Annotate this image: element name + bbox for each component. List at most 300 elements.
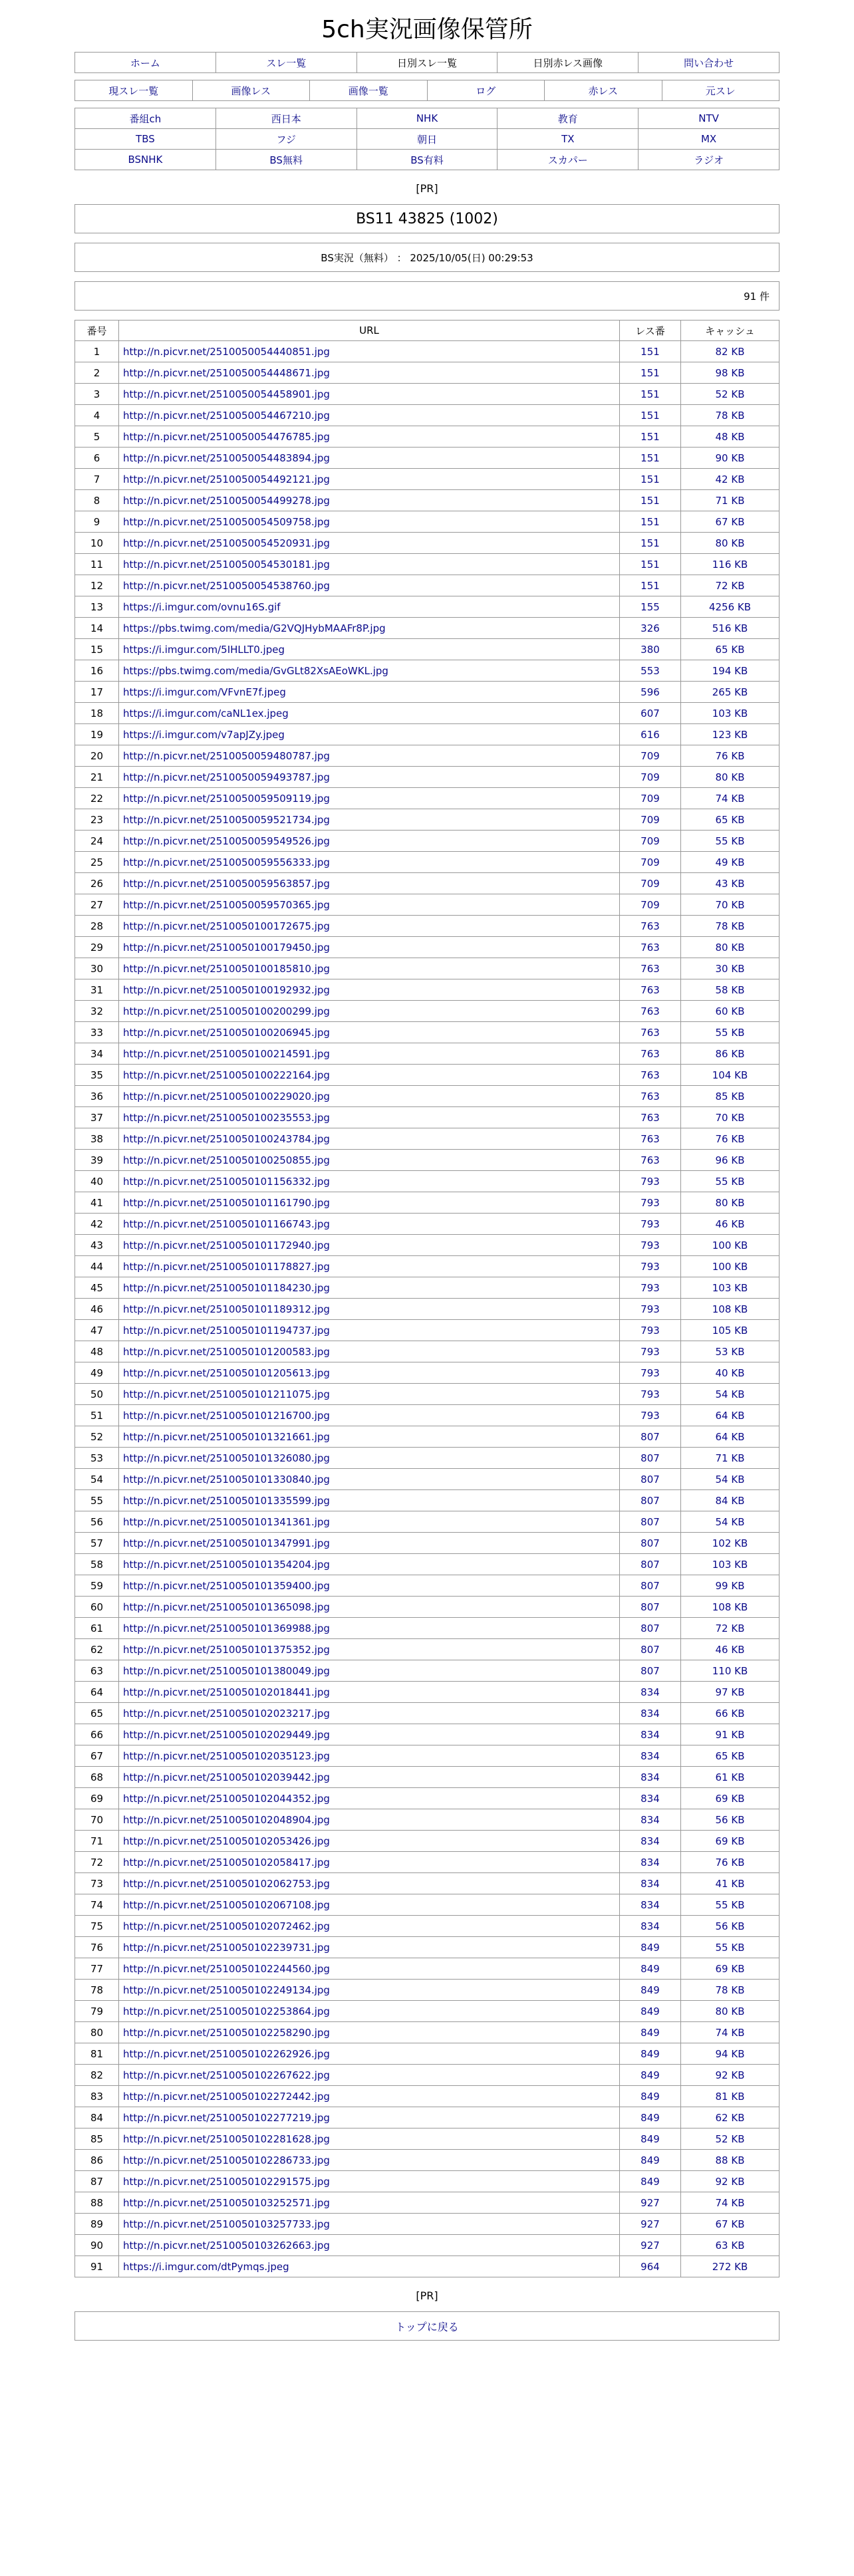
main-nav-item[interactable]: スレ一覧	[266, 57, 307, 69]
cache-size-link[interactable]: 67 KB	[715, 515, 745, 528]
image-url-link[interactable]: http://n.picvr.net/2510050101330840.jpg	[123, 1473, 330, 1485]
image-url-link[interactable]: http://n.picvr.net/2510050102262926.jpg	[123, 2047, 330, 2060]
res-number-link[interactable]: 709	[640, 792, 660, 805]
image-url-link[interactable]: http://n.picvr.net/2510050101189312.jpg	[123, 1303, 330, 1315]
cache-size-link[interactable]: 110 KB	[712, 1664, 748, 1677]
image-url-link[interactable]: http://n.picvr.net/2510050102067108.jpg	[123, 1898, 330, 1911]
image-url-link[interactable]: http://n.picvr.net/2510050102018441.jpg	[123, 1686, 330, 1698]
board-link[interactable]: TX	[561, 133, 575, 145]
cache-size-link[interactable]: 88 KB	[715, 2154, 745, 2166]
res-number-link[interactable]: 151	[640, 515, 660, 528]
image-url-link[interactable]: http://n.picvr.net/2510050100192932.jpg	[123, 983, 330, 996]
cache-size-link[interactable]: 94 KB	[715, 2047, 745, 2060]
res-number-link[interactable]: 807	[640, 1558, 660, 1571]
cache-size-link[interactable]: 58 KB	[715, 983, 745, 996]
cache-size-link[interactable]: 69 KB	[715, 1962, 745, 1975]
cache-size-link[interactable]: 52 KB	[715, 2132, 745, 2145]
image-url-link[interactable]: https://pbs.twimg.com/media/G2VQJHybMAAFr8P.jpg	[123, 622, 386, 634]
res-number-link[interactable]: 807	[640, 1430, 660, 1443]
row-url-cell	[119, 682, 620, 703]
image-url-link[interactable]: http://n.picvr.net/2510050102281628.jpg	[123, 2132, 330, 2145]
image-url-link[interactable]: http://n.picvr.net/2510050102029449.jpg	[123, 1728, 330, 1741]
cache-size-link[interactable]: 99 KB	[715, 1579, 745, 1592]
cache-size-link[interactable]: 65 KB	[715, 813, 745, 826]
image-url-link[interactable]: http://n.picvr.net/2510050054483894.jpg	[123, 451, 330, 464]
image-url-link[interactable]: http://n.picvr.net/2510050102058417.jpg	[123, 1856, 330, 1868]
image-url-link[interactable]: http://n.picvr.net/2510050103252571.jpg	[123, 2196, 330, 2209]
res-number-link[interactable]: 793	[640, 1260, 660, 1273]
res-number-link[interactable]: 849	[640, 2154, 660, 2166]
cache-size-link[interactable]: 70 KB	[715, 1111, 745, 1124]
res-number-link[interactable]: 763	[640, 1047, 660, 1060]
res-number-link[interactable]: 709	[640, 835, 660, 847]
cache-size-link[interactable]: 102 KB	[712, 1537, 748, 1549]
image-url-link[interactable]: http://n.picvr.net/2510050101321661.jpg	[123, 1430, 330, 1443]
res-number-link[interactable]: 849	[640, 1941, 660, 1954]
cache-size-link[interactable]: 54 KB	[715, 1388, 745, 1400]
cache-size-link[interactable]: 72 KB	[715, 1622, 745, 1634]
image-url-link[interactable]: http://n.picvr.net/2510050101341361.jpg	[123, 1515, 330, 1528]
res-number-link[interactable]: 763	[640, 1154, 660, 1166]
cache-size-link[interactable]: 63 KB	[715, 2239, 745, 2252]
image-url-link[interactable]: http://n.picvr.net/2510050054538760.jpg	[123, 579, 330, 592]
res-number-link[interactable]: 763	[640, 962, 660, 975]
res-number-link[interactable]: 326	[640, 622, 660, 634]
res-number-link[interactable]: 155	[640, 600, 660, 613]
sub-nav-item[interactable]: ログ	[476, 84, 496, 97]
res-number-link[interactable]: 793	[640, 1345, 660, 1358]
cache-size-link[interactable]: 52 KB	[715, 388, 745, 400]
cache-size-link[interactable]: 67 KB	[715, 2218, 745, 2230]
res-number-link[interactable]: 834	[640, 1898, 660, 1911]
res-number-link[interactable]: 709	[640, 813, 660, 826]
res-number-link[interactable]: 849	[640, 1984, 660, 1996]
board-link[interactable]: MX	[700, 133, 717, 145]
image-url-link[interactable]: http://n.picvr.net/2510050101347991.jpg	[123, 1537, 330, 1549]
cache-size-link[interactable]: 46 KB	[715, 1643, 745, 1656]
res-number-link[interactable]: 793	[640, 1239, 660, 1251]
image-url-link[interactable]: http://n.picvr.net/2510050100185810.jpg	[123, 962, 330, 975]
board-link[interactable]: BSNHK	[128, 154, 163, 166]
sub-nav-item[interactable]: 赤レス	[588, 84, 619, 97]
image-url-link[interactable]: http://n.picvr.net/2510050100206945.jpg	[123, 1026, 330, 1039]
board-link[interactable]: BS有料	[410, 154, 444, 166]
image-url-link[interactable]: http://n.picvr.net/2510050100179450.jpg	[123, 941, 330, 954]
res-number-link[interactable]: 807	[640, 1622, 660, 1634]
image-url-link[interactable]: http://n.picvr.net/2510050059549526.jpg	[123, 835, 330, 847]
image-url-link[interactable]: http://n.picvr.net/2510050103262663.jpg	[123, 2239, 330, 2252]
image-url-link[interactable]: http://n.picvr.net/2510050100229020.jpg	[123, 1090, 330, 1102]
cache-size-link[interactable]: 72 KB	[715, 579, 745, 592]
image-url-link[interactable]: https://i.imgur.com/ovnu16S.gif	[123, 600, 281, 613]
res-number-link[interactable]: 151	[640, 579, 660, 592]
cache-size-link[interactable]: 41 KB	[715, 1877, 745, 1890]
cache-size-link[interactable]: 71 KB	[715, 494, 745, 507]
board-link[interactable]: TBS	[136, 133, 155, 145]
cache-size-link[interactable]: 80 KB	[715, 2005, 745, 2017]
cache-size-link[interactable]: 103 KB	[712, 1281, 748, 1294]
res-number-link[interactable]: 927	[640, 2218, 660, 2230]
cache-size-link[interactable]: 76 KB	[715, 1132, 745, 1145]
cache-size-link[interactable]: 97 KB	[715, 1686, 745, 1698]
image-url-link[interactable]: http://n.picvr.net/2510050054509758.jpg	[123, 515, 330, 528]
cache-size-link[interactable]: 272 KB	[712, 2260, 748, 2273]
res-number-link[interactable]: 849	[640, 2090, 660, 2103]
image-url-link[interactable]: http://n.picvr.net/2510050102258290.jpg	[123, 2026, 330, 2039]
cache-size-link[interactable]: 74 KB	[715, 792, 745, 805]
image-url-link[interactable]: http://n.picvr.net/2510050102277219.jpg	[123, 2111, 330, 2124]
res-number-link[interactable]: 709	[640, 877, 660, 890]
row-url-cell	[119, 1788, 620, 1809]
cache-size-link[interactable]: 91 KB	[715, 1728, 745, 1741]
res-number-link[interactable]: 151	[640, 494, 660, 507]
board-link[interactable]: 番組ch	[129, 112, 162, 125]
board-link[interactable]: スカパー	[547, 154, 588, 166]
image-url-link[interactable]: http://n.picvr.net/2510050102239731.jpg	[123, 1941, 330, 1954]
cache-size-link[interactable]: 64 KB	[715, 1430, 745, 1443]
res-number-link[interactable]: 607	[640, 707, 660, 719]
cache-size-link[interactable]: 104 KB	[712, 1069, 748, 1081]
image-url-link[interactable]: http://n.picvr.net/2510050102023217.jpg	[123, 1707, 330, 1720]
res-number-link[interactable]: 834	[640, 1792, 660, 1805]
res-number-link[interactable]: 793	[640, 1175, 660, 1188]
image-url-link[interactable]: http://n.picvr.net/2510050102272442.jpg	[123, 2090, 330, 2103]
res-number-link[interactable]: 763	[640, 920, 660, 932]
image-url-link[interactable]: http://n.picvr.net/2510050101369988.jpg	[123, 1622, 330, 1634]
image-url-link[interactable]: http://n.picvr.net/2510050102291575.jpg	[123, 2175, 330, 2188]
image-url-link[interactable]: http://n.picvr.net/2510050102048904.jpg	[123, 1813, 330, 1826]
image-url-link[interactable]: https://i.imgur.com/dtPymqs.jpeg	[123, 2260, 289, 2273]
res-number-link[interactable]: 849	[640, 2069, 660, 2081]
image-url-link[interactable]: http://n.picvr.net/2510050101380049.jpg	[123, 1664, 330, 1677]
image-url-link[interactable]: http://n.picvr.net/2510050100172675.jpg	[123, 920, 330, 932]
cache-size-link[interactable]: 49 KB	[715, 856, 745, 868]
res-number-link[interactable]: 151	[640, 366, 660, 379]
cache-size-link[interactable]: 74 KB	[715, 2196, 745, 2209]
cache-size-link[interactable]: 76 KB	[715, 1856, 745, 1868]
cache-size-link[interactable]: 90 KB	[715, 451, 745, 464]
cache-size-link[interactable]: 516 KB	[712, 622, 748, 634]
res-number-link[interactable]: 763	[640, 941, 660, 954]
image-url-link[interactable]: http://n.picvr.net/2510050101359400.jpg	[123, 1579, 330, 1592]
image-url-link[interactable]: http://n.picvr.net/2510050054530181.jpg	[123, 558, 330, 571]
cache-size-link[interactable]: 61 KB	[715, 1771, 745, 1783]
res-number-link[interactable]: 834	[640, 1771, 660, 1783]
res-number-link[interactable]: 834	[640, 1728, 660, 1741]
image-url-link[interactable]: http://n.picvr.net/2510050059556333.jpg	[123, 856, 330, 868]
cache-size-link[interactable]: 55 KB	[715, 1175, 745, 1188]
res-number-link[interactable]: 927	[640, 2196, 660, 2209]
image-url-link[interactable]: http://n.picvr.net/2510050100214591.jpg	[123, 1047, 330, 1060]
cache-size-link[interactable]: 92 KB	[715, 2175, 745, 2188]
cache-size-link[interactable]: 60 KB	[715, 1005, 745, 1017]
cache-size-link[interactable]: 103 KB	[712, 707, 748, 719]
cache-size-link[interactable]: 92 KB	[715, 2069, 745, 2081]
cache-size-link[interactable]: 86 KB	[715, 1047, 745, 1060]
image-url-link[interactable]: http://n.picvr.net/2510050054492121.jpg	[123, 473, 330, 485]
res-number-link[interactable]: 834	[640, 1749, 660, 1762]
image-url-link[interactable]: http://n.picvr.net/2510050102035123.jpg	[123, 1749, 330, 1762]
cache-size-link[interactable]: 103 KB	[712, 1558, 748, 1571]
cache-size-link[interactable]: 4256 KB	[708, 600, 752, 613]
cache-size-link[interactable]: 80 KB	[715, 941, 745, 954]
sub-nav-item[interactable]: 画像一覧	[348, 84, 388, 97]
res-number-link[interactable]: 380	[640, 643, 660, 656]
image-url-link[interactable]: http://n.picvr.net/2510050101184230.jpg	[123, 1281, 330, 1294]
image-url-link[interactable]: http://n.picvr.net/2510050059563857.jpg	[123, 877, 330, 890]
cache-size-link[interactable]: 65 KB	[715, 1749, 745, 1762]
cache-size-link[interactable]: 56 KB	[715, 1813, 745, 1826]
cache-size-link[interactable]: 78 KB	[715, 920, 745, 932]
image-url-link[interactable]: http://n.picvr.net/2510050100250855.jpg	[123, 1154, 330, 1166]
res-number-link[interactable]: 709	[640, 898, 660, 911]
image-url-link[interactable]: http://n.picvr.net/2510050103257733.jpg	[123, 2218, 330, 2230]
res-number-link[interactable]: 807	[640, 1664, 660, 1677]
res-number-link[interactable]: 793	[640, 1196, 660, 1209]
image-url-link[interactable]: http://n.picvr.net/2510050054467210.jpg	[123, 409, 330, 422]
cache-size-link[interactable]: 42 KB	[715, 473, 745, 485]
res-number-link[interactable]: 763	[640, 1026, 660, 1039]
res-number-link[interactable]: 151	[640, 388, 660, 400]
res-number-link[interactable]: 763	[640, 1111, 660, 1124]
image-url-link[interactable]: http://n.picvr.net/2510050054440851.jpg	[123, 345, 330, 358]
cache-size-link[interactable]: 55 KB	[715, 1026, 745, 1039]
cache-size-link[interactable]: 69 KB	[715, 1835, 745, 1847]
cache-size-link[interactable]: 40 KB	[715, 1366, 745, 1379]
sub-nav-item[interactable]: 画像レス	[231, 84, 271, 97]
res-number-link[interactable]: 807	[640, 1452, 660, 1464]
res-number-link[interactable]: 151	[640, 345, 660, 358]
res-number-link[interactable]: 834	[640, 1877, 660, 1890]
image-url-link[interactable]: http://n.picvr.net/2510050102267622.jpg	[123, 2069, 330, 2081]
cache-size-link[interactable]: 43 KB	[715, 877, 745, 890]
res-number-link[interactable]: 849	[640, 2026, 660, 2039]
cache-size-link[interactable]: 80 KB	[715, 537, 745, 549]
cache-size-link[interactable]: 53 KB	[715, 1345, 745, 1358]
res-number-link[interactable]: 849	[640, 2132, 660, 2145]
image-url-link[interactable]: http://n.picvr.net/2510050102249134.jpg	[123, 1984, 330, 1996]
image-url-link[interactable]: http://n.picvr.net/2510050054458901.jpg	[123, 388, 330, 400]
res-number-link[interactable]: 807	[640, 1579, 660, 1592]
res-number-link[interactable]: 834	[640, 1835, 660, 1847]
image-url-link[interactable]: http://n.picvr.net/2510050100235553.jpg	[123, 1111, 330, 1124]
cache-size-link[interactable]: 74 KB	[715, 2026, 745, 2039]
cache-size-link[interactable]: 100 KB	[712, 1239, 748, 1251]
image-url-link[interactable]: http://n.picvr.net/2510050102286733.jpg	[123, 2154, 330, 2166]
board-link[interactable]: NHK	[416, 112, 438, 124]
res-number-link[interactable]: 807	[640, 1537, 660, 1549]
sub-nav-item[interactable]: 現スレ一覧	[108, 84, 159, 97]
cache-size-link[interactable]: 80 KB	[715, 1196, 745, 1209]
main-nav-item[interactable]: 問い合わせ	[684, 57, 734, 69]
image-url-link[interactable]: http://n.picvr.net/2510050102053426.jpg	[123, 1835, 330, 1847]
res-number-link[interactable]: 793	[640, 1366, 660, 1379]
cache-size-link[interactable]: 116 KB	[712, 558, 748, 571]
image-url-link[interactable]: http://n.picvr.net/2510050100200299.jpg	[123, 1005, 330, 1017]
image-url-link[interactable]: http://n.picvr.net/2510050101216700.jpg	[123, 1409, 330, 1422]
image-url-link[interactable]: http://n.picvr.net/2510050059493787.jpg	[123, 771, 330, 783]
res-number-link[interactable]: 964	[640, 2260, 660, 2273]
cache-size-link[interactable]: 78 KB	[715, 1984, 745, 1996]
cache-size-link[interactable]: 98 KB	[715, 366, 745, 379]
cache-size-link[interactable]: 76 KB	[715, 749, 745, 762]
cache-size-link[interactable]: 55 KB	[715, 835, 745, 847]
cache-size-link[interactable]: 108 KB	[712, 1601, 748, 1613]
cache-size-link[interactable]: 65 KB	[715, 643, 745, 656]
res-number-link[interactable]: 151	[640, 409, 660, 422]
res-number-link[interactable]: 763	[640, 983, 660, 996]
cache-size-link[interactable]: 62 KB	[715, 2111, 745, 2124]
res-number-link[interactable]: 834	[640, 1686, 660, 1698]
image-url-link[interactable]: http://n.picvr.net/2510050101335599.jpg	[123, 1494, 330, 1507]
board-link[interactable]: NTV	[698, 112, 719, 124]
res-number-link[interactable]: 849	[640, 2111, 660, 2124]
cache-size-link[interactable]: 80 KB	[715, 771, 745, 783]
image-url-link[interactable]: http://n.picvr.net/2510050102244560.jpg	[123, 1962, 330, 1975]
cache-size-link[interactable]: 81 KB	[715, 2090, 745, 2103]
image-url-link[interactable]: https://i.imgur.com/caNL1ex.jpeg	[123, 707, 289, 719]
cache-size-link[interactable]: 84 KB	[715, 1494, 745, 1507]
cache-size-link[interactable]: 85 KB	[715, 1090, 745, 1102]
image-url-link[interactable]: http://n.picvr.net/2510050102072462.jpg	[123, 1920, 330, 1932]
image-url-link[interactable]: http://n.picvr.net/2510050101354204.jpg	[123, 1558, 330, 1571]
image-url-link[interactable]: http://n.picvr.net/2510050101375352.jpg	[123, 1643, 330, 1656]
board-link[interactable]: 教育	[557, 112, 578, 125]
cache-size-link[interactable]: 82 KB	[715, 345, 745, 358]
res-number-link[interactable]: 807	[640, 1601, 660, 1613]
cache-size-link[interactable]: 70 KB	[715, 898, 745, 911]
res-number-link[interactable]: 151	[640, 537, 660, 549]
res-number-link[interactable]: 834	[640, 1920, 660, 1932]
image-url-link[interactable]: http://n.picvr.net/2510050054520931.jpg	[123, 537, 330, 549]
image-url-link[interactable]: http://n.picvr.net/2510050101161790.jpg	[123, 1196, 330, 1209]
image-url-link[interactable]: http://n.picvr.net/2510050101156332.jpg	[123, 1175, 330, 1188]
res-number-link[interactable]: 763	[640, 1005, 660, 1017]
cache-size-link[interactable]: 100 KB	[712, 1260, 748, 1273]
res-number-link[interactable]: 793	[640, 1218, 660, 1230]
cache-size-link[interactable]: 54 KB	[715, 1473, 745, 1485]
image-url-link[interactable]: http://n.picvr.net/2510050059570365.jpg	[123, 898, 330, 911]
res-number-link[interactable]: 807	[640, 1515, 660, 1528]
image-url-link[interactable]: http://n.picvr.net/2510050102044352.jpg	[123, 1792, 330, 1805]
image-url-link[interactable]: http://n.picvr.net/2510050054476785.jpg	[123, 430, 330, 443]
board-link[interactable]: 西日本	[271, 112, 301, 125]
image-url-link[interactable]: http://n.picvr.net/2510050101365098.jpg	[123, 1601, 330, 1613]
image-url-link[interactable]: https://i.imgur.com/5IHLLT0.jpeg	[123, 643, 285, 656]
res-number-link[interactable]: 151	[640, 473, 660, 485]
res-number-link[interactable]: 793	[640, 1409, 660, 1422]
cache-size-link[interactable]: 69 KB	[715, 1792, 745, 1805]
res-number-link[interactable]: 807	[640, 1494, 660, 1507]
res-number-link[interactable]: 709	[640, 771, 660, 783]
back-to-top-link[interactable]: トップに戻る	[395, 2320, 459, 2333]
board-link[interactable]: フジ	[276, 133, 296, 146]
image-url-link[interactable]: https://pbs.twimg.com/media/GvGLt82XsAEoWKL.jpg	[123, 664, 388, 677]
res-number-link[interactable]: 151	[640, 558, 660, 571]
cache-size-link[interactable]: 46 KB	[715, 1218, 745, 1230]
res-number-link[interactable]: 709	[640, 856, 660, 868]
cache-size-link[interactable]: 55 KB	[715, 1941, 745, 1954]
image-url-link[interactable]: http://n.picvr.net/2510050102253864.jpg	[123, 2005, 330, 2017]
cache-size-link[interactable]: 71 KB	[715, 1452, 745, 1464]
res-number-link[interactable]: 834	[640, 1813, 660, 1826]
image-url-link[interactable]: http://n.picvr.net/2510050102062753.jpg	[123, 1877, 330, 1890]
image-url-link[interactable]: https://i.imgur.com/VFvnE7f.jpeg	[123, 686, 286, 698]
image-url-link[interactable]: http://n.picvr.net/2510050101166743.jpg	[123, 1218, 330, 1230]
res-number-link[interactable]: 151	[640, 451, 660, 464]
cache-size-link[interactable]: 48 KB	[715, 430, 745, 443]
res-number-link[interactable]: 793	[640, 1303, 660, 1315]
image-url-link[interactable]: https://i.imgur.com/v7apJZy.jpeg	[123, 728, 285, 741]
res-number-link[interactable]: 849	[640, 2005, 660, 2017]
res-number-link[interactable]: 763	[640, 1132, 660, 1145]
image-url-link[interactable]: http://n.picvr.net/2510050101178827.jpg	[123, 1260, 330, 1273]
image-url-link[interactable]: http://n.picvr.net/2510050101200583.jpg	[123, 1345, 330, 1358]
res-number-link[interactable]: 849	[640, 2047, 660, 2060]
image-url-link[interactable]: http://n.picvr.net/2510050101194737.jpg	[123, 1324, 330, 1337]
res-number-link[interactable]: 709	[640, 749, 660, 762]
cache-size-link[interactable]: 123 KB	[712, 728, 748, 741]
board-link[interactable]: ラジオ	[694, 154, 724, 166]
res-number-link[interactable]: 596	[640, 686, 660, 698]
res-number-link[interactable]: 553	[640, 664, 660, 677]
res-number-link[interactable]: 763	[640, 1069, 660, 1081]
res-number-link[interactable]: 151	[640, 430, 660, 443]
image-url-link[interactable]: http://n.picvr.net/2510050059509119.jpg	[123, 792, 330, 805]
sub-nav-item[interactable]: 元スレ	[705, 84, 736, 97]
image-url-link[interactable]: http://n.picvr.net/2510050059521734.jpg	[123, 813, 330, 826]
image-url-link[interactable]: http://n.picvr.net/2510050101326080.jpg	[123, 1452, 330, 1464]
cache-size-link[interactable]: 96 KB	[715, 1154, 745, 1166]
res-number-link[interactable]: 793	[640, 1388, 660, 1400]
cache-size-link[interactable]: 54 KB	[715, 1515, 745, 1528]
board-link[interactable]: BS無料	[269, 154, 303, 166]
cache-size-link[interactable]: 56 KB	[715, 1920, 745, 1932]
cache-size-link[interactable]: 55 KB	[715, 1898, 745, 1911]
res-number-link[interactable]: 849	[640, 1962, 660, 1975]
res-number-link[interactable]: 807	[640, 1473, 660, 1485]
cache-size-link[interactable]: 66 KB	[715, 1707, 745, 1720]
res-number-link[interactable]: 834	[640, 1707, 660, 1720]
image-url-link[interactable]: http://n.picvr.net/2510050101205613.jpg	[123, 1366, 330, 1379]
cache-size-link[interactable]: 30 KB	[715, 962, 745, 975]
res-number-link[interactable]: 793	[640, 1281, 660, 1294]
image-url-link[interactable]: http://n.picvr.net/2510050101211075.jpg	[123, 1388, 330, 1400]
cache-size-link[interactable]: 108 KB	[712, 1303, 748, 1315]
res-number-link[interactable]: 834	[640, 1856, 660, 1868]
res-number-link[interactable]: 849	[640, 2175, 660, 2188]
main-nav-item[interactable]: ホーム	[130, 57, 160, 69]
image-url-link[interactable]: http://n.picvr.net/2510050101172940.jpg	[123, 1239, 330, 1251]
res-number-link[interactable]: 927	[640, 2239, 660, 2252]
res-number-link[interactable]: 807	[640, 1643, 660, 1656]
image-url-link[interactable]: http://n.picvr.net/2510050100243784.jpg	[123, 1132, 330, 1145]
cache-size-link[interactable]: 78 KB	[715, 409, 745, 422]
image-url-link[interactable]: http://n.picvr.net/2510050054499278.jpg	[123, 494, 330, 507]
image-url-link[interactable]: http://n.picvr.net/2510050102039442.jpg	[123, 1771, 330, 1783]
image-url-link[interactable]: http://n.picvr.net/2510050100222164.jpg	[123, 1069, 330, 1081]
image-url-link[interactable]: http://n.picvr.net/2510050054448671.jpg	[123, 366, 330, 379]
board-link[interactable]: 朝日	[416, 133, 437, 146]
cache-size-link[interactable]: 105 KB	[712, 1324, 748, 1337]
res-number-link[interactable]: 616	[640, 728, 660, 741]
res-number-link[interactable]: 793	[640, 1324, 660, 1337]
cache-size-link[interactable]: 64 KB	[715, 1409, 745, 1422]
res-number-link[interactable]: 763	[640, 1090, 660, 1102]
cache-size-link[interactable]: 265 KB	[712, 686, 748, 698]
image-url-link[interactable]: http://n.picvr.net/2510050059480787.jpg	[123, 749, 330, 762]
cache-size-link[interactable]: 194 KB	[712, 664, 748, 677]
